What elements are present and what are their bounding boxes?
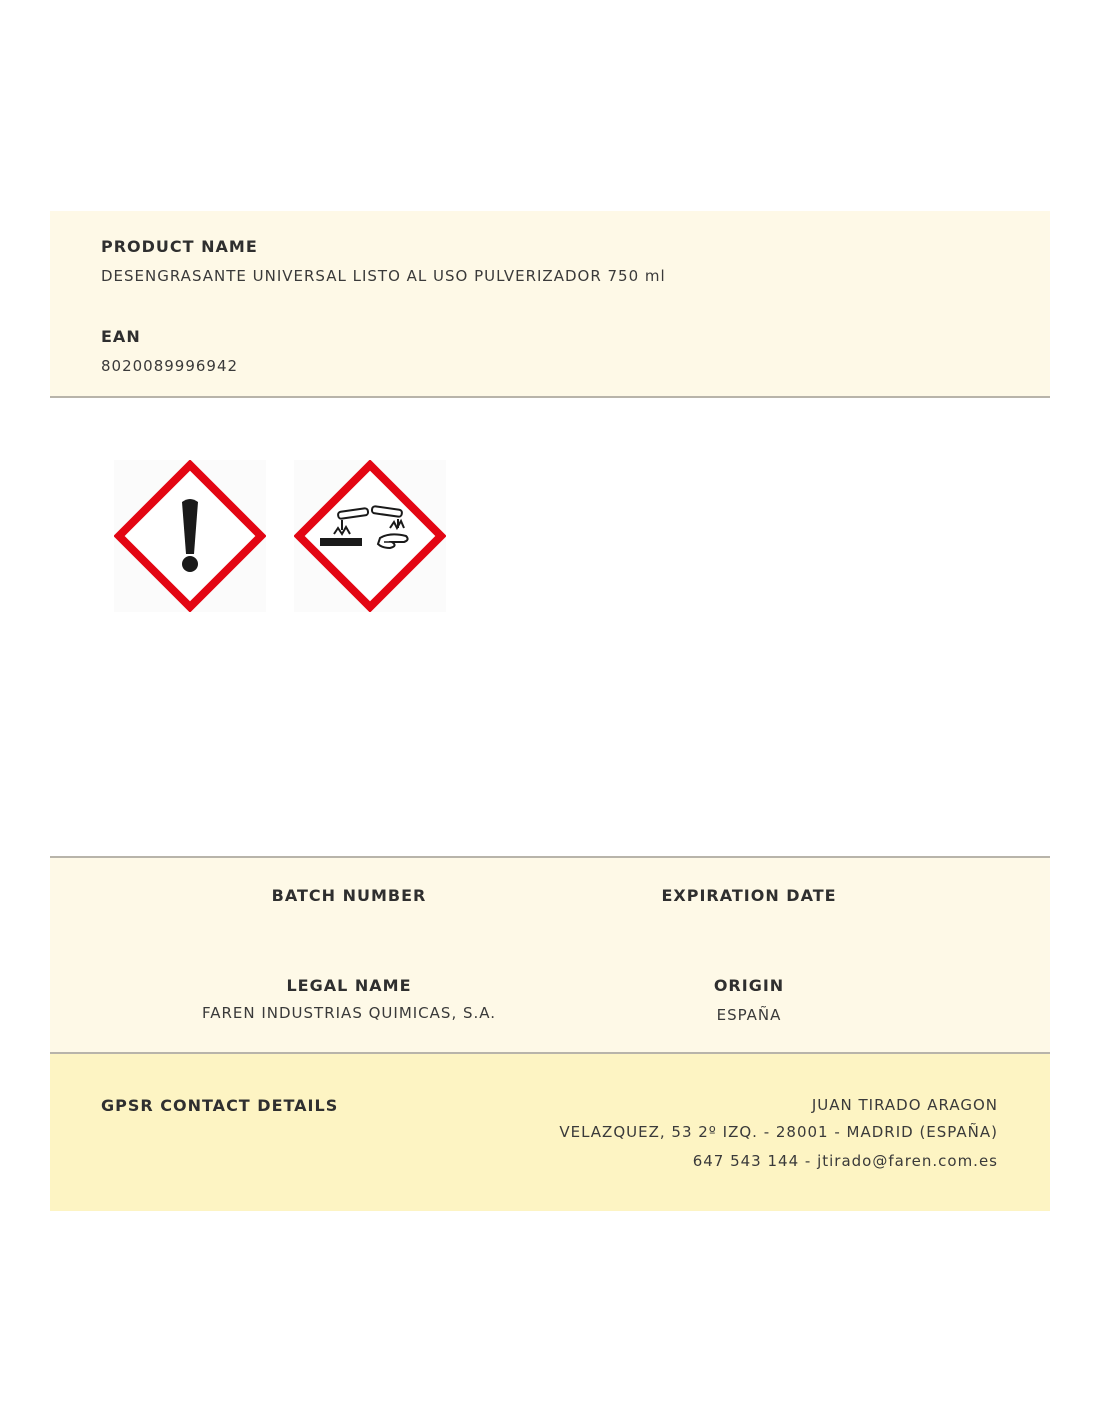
hazard-pictograms [114, 460, 454, 616]
gpsr-contact-label: GPSR CONTACT DETAILS [101, 1096, 339, 1115]
exclamation-mark-hazard-icon [114, 460, 266, 612]
gpsr-contact-panel [50, 1054, 1050, 1211]
ean-label: EAN [101, 327, 141, 346]
expiration-date-label: EXPIRATION DATE [661, 886, 837, 905]
origin-value: ESPAÑA [716, 1006, 782, 1024]
batch-info-panel [50, 856, 1050, 1054]
gpsr-contact-name: JUAN TIRADO ARAGON [811, 1096, 998, 1114]
origin-label: ORIGIN [713, 976, 785, 995]
product-name-label: PRODUCT NAME [101, 237, 258, 256]
gpsr-contact-phone-email: 647 543 144 - jtirado@faren.com.es [692, 1152, 998, 1170]
ean-value: 8020089996942 [101, 357, 239, 375]
product-name-value: DESENGRASANTE UNIVERSAL LISTO AL USO PULVERIZADOR 750 ml [101, 267, 666, 285]
batch-number-label: BATCH NUMBER [271, 886, 427, 905]
product-info-panel [50, 211, 1050, 398]
corrosion-hazard-icon [294, 460, 446, 612]
legal-name-label: LEGAL NAME [286, 976, 412, 995]
legal-name-value: FAREN INDUSTRIAS QUIMICAS, S.A. [201, 1004, 497, 1022]
gpsr-contact-address: VELAZQUEZ, 53 2º IZQ. - 28001 - MADRID (ESPAÑA) [559, 1123, 998, 1141]
